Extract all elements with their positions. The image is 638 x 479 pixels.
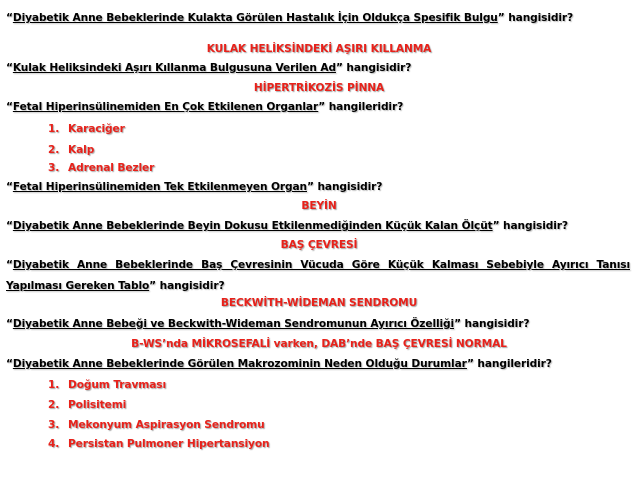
answer-6: BECKWİTH-WİDEMAN SENDROMU [220, 297, 418, 309]
question-2-tail: ” hangisidir? [335, 62, 412, 74]
question-5-tail: ” hangisidir? [492, 220, 568, 232]
question-5 [6, 219, 630, 233]
question-8-underlined: Diyabetik Anne Bebeklerinde Görülen Makrozominin Neden Olduğu Durumlar [12, 358, 467, 370]
answer-5: BAŞ ÇEVRESİ [280, 239, 358, 251]
question-1-tail: ” hangisidir? [497, 12, 574, 24]
list-item: 4. Persistan Pulmoner Hipertansiyon [48, 438, 270, 450]
quote-open: “ [6, 318, 13, 330]
quote-open: “ [6, 12, 13, 24]
list-item: 3. Adrenal Bezler [48, 162, 155, 174]
list-item: 2. Polisitemi [48, 399, 127, 411]
question-4 [6, 180, 630, 194]
answer-4: BEYİN [301, 200, 337, 212]
quote-open: “ [6, 101, 13, 113]
question-6-underlined: Diyabetik Anne Bebeklerinde Baş Çevresinin Vücuda Göre Küçük Kalması Sebebiyle Ayırıcı Tanısı Yapılması Gereken Tablo [6, 259, 630, 292]
question-8-tail: ” hangileridir? [466, 358, 552, 370]
quote-open: “ [6, 358, 13, 370]
list-item: 1. Karaciğer [48, 123, 125, 135]
question-1 [6, 11, 630, 25]
quote-open: “ [6, 259, 13, 271]
answer-1: KULAK HELİKSİNDEKİ AŞIRI KILLANMA [206, 43, 432, 55]
list-item: 1. Doğum Travması [48, 379, 166, 391]
answer-2: HİPERTRİKOZİS PİNNA [253, 82, 385, 94]
question-3-tail: ” hangileridir? [318, 101, 404, 113]
question-4-tail: ” hangisidir? [307, 181, 383, 193]
question-5-underlined: Diyabetik Anne Bebeklerinde Beyin Dokusu Etkilenmediğinden Küçük Kalan Ölçüt [12, 220, 493, 232]
list-item: 2. Kalp [48, 144, 95, 156]
question-2 [6, 61, 630, 75]
question-6-tail: ” hangisidir? [149, 280, 225, 292]
question-2-underlined: Kulak Heliksindeki Aşırı Kıllanma Bulgusuna Verilen Ad [12, 62, 336, 74]
question-3-underlined: Fetal Hiperinsülinemiden En Çok Etkilenen Organlar [12, 101, 319, 113]
question-1-underlined: Diyabetik Anne Bebeklerinde Kulakta Görülen Hastalık İçin Oldukça Spesifik Bulgu [12, 12, 498, 24]
answer-7: B-WS’nda MİKROSEFALİ varken, DAB’nde BAŞ ÇEVRESİ NORMAL [131, 338, 507, 350]
list-item: 3. Mekonyum Aspirasyon Sendromu [48, 419, 265, 431]
question-4-underlined: Fetal Hiperinsülinemiden Tek Etkilenmeyen Organ [12, 181, 307, 193]
question-6 [6, 255, 630, 297]
question-7-underlined: Diyabetik Anne Bebeği ve Beckwith-Wideman Sendromunun Ayırıcı Özelliği [12, 318, 455, 330]
question-8 [6, 357, 630, 371]
quote-open: “ [6, 220, 13, 232]
question-7 [6, 317, 630, 331]
question-3 [6, 100, 630, 114]
quote-open: “ [6, 62, 13, 74]
quote-open: “ [6, 181, 13, 193]
question-7-tail: ” hangisidir? [454, 318, 530, 330]
